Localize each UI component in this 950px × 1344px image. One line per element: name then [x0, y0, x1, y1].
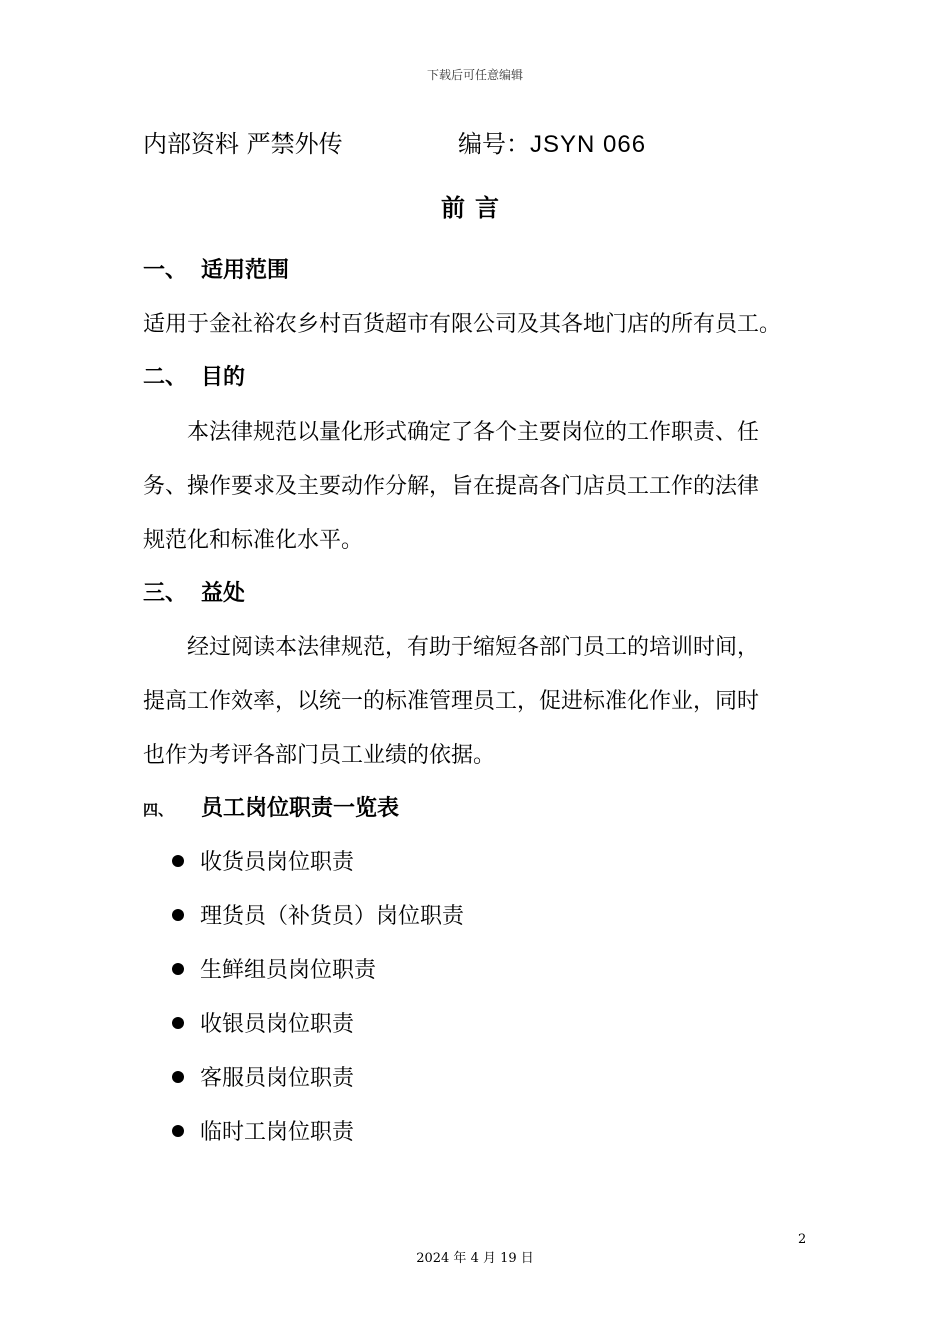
section-heading-duty-list	[143, 791, 399, 822]
section-title: 目的	[201, 365, 246, 390]
confidential-notice: 内部资料 严禁外传	[143, 130, 343, 158]
scope-text-line: 适用于金社裕农乡村百货超市有限公司及其各地门店的所有员工。	[143, 312, 782, 337]
purpose-text-line: 规范化和标准化水平。	[143, 528, 364, 553]
list-item	[172, 899, 464, 930]
section-title: 适用范围	[201, 258, 290, 283]
bullet-icon	[172, 963, 184, 975]
section-heading-benefits	[143, 576, 245, 607]
document-number-label: 编号：	[458, 130, 530, 158]
list-item	[172, 953, 376, 984]
list-item-label: 收货员岗位职责	[200, 850, 355, 875]
purpose-text-line: 本法律规范以量化形式确定了各个主要岗位的工作职责、任	[187, 420, 760, 445]
list-item-label: 客服员岗位职责	[200, 1066, 355, 1091]
section-number: 二、	[143, 365, 188, 390]
document-number-value: JSYN 066	[530, 131, 647, 158]
list-item	[172, 845, 354, 876]
section-number: 三、	[143, 581, 188, 606]
section-title: 益处	[201, 581, 246, 606]
purpose-text-line: 务、操作要求及主要动作分解，旨在提高各门店员工工作的法律	[143, 474, 760, 499]
section-number: 四、	[143, 801, 174, 819]
bullet-icon	[172, 1125, 184, 1137]
bullet-icon	[172, 1071, 184, 1083]
document-number	[458, 124, 646, 159]
benefits-text-line: 也作为考评各部门员工业绩的依据。	[143, 743, 496, 768]
list-item	[172, 1007, 354, 1038]
list-item-label: 临时工岗位职责	[200, 1120, 355, 1145]
page-title: 前言	[441, 194, 509, 222]
bullet-icon	[172, 909, 184, 921]
bullet-icon	[172, 855, 184, 867]
list-item-label: 生鲜组员岗位职责	[200, 958, 377, 983]
section-heading-scope	[143, 253, 289, 284]
benefits-text-line: 经过阅读本法律规范，有助于缩短各部门员工的培训时间，	[187, 635, 760, 660]
bullet-icon	[172, 1017, 184, 1029]
page-number: 2	[798, 1232, 807, 1247]
section-heading-purpose	[143, 360, 245, 391]
section-title: 员工岗位职责一览表	[201, 796, 400, 821]
list-item	[172, 1115, 354, 1146]
benefits-text-line: 提高工作效率，以统一的标准管理员工，促进标准化作业，同时	[143, 689, 760, 714]
header-note: 下载后可任意编辑	[426, 68, 523, 82]
list-item-label: 收银员岗位职责	[200, 1012, 355, 1037]
list-item	[172, 1061, 354, 1092]
footer-date: 2024 年 4 月 19 日	[416, 1251, 534, 1266]
section-number: 一、	[143, 258, 188, 283]
list-item-label: 理货员（补货员）岗位职责	[200, 904, 465, 929]
